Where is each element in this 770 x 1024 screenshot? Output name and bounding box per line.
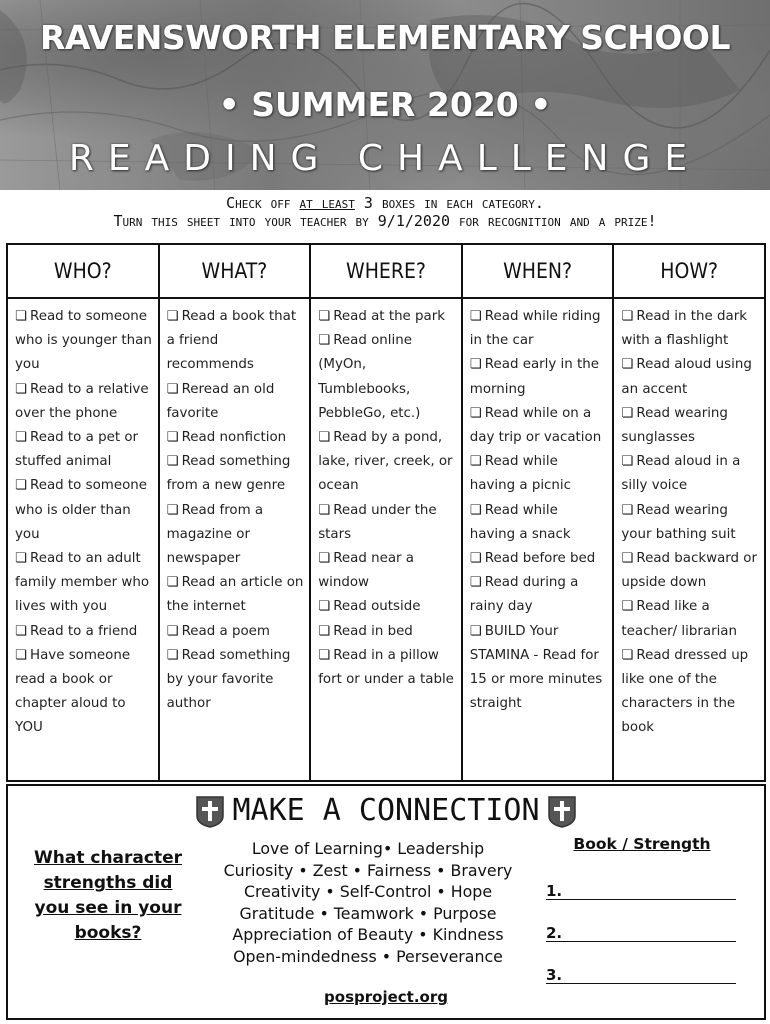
challenge-item-text: Read at the park [333,309,446,324]
instruction-line-1 [0,194,770,212]
challenge-item[interactable] [470,571,608,619]
challenge-item[interactable] [318,620,456,644]
challenge-item-text: Read to someone who is younger than you [15,309,152,373]
challenge-item[interactable] [167,426,305,450]
challenge-item[interactable] [318,547,456,595]
challenge-item-text: Read to someone who is older than you [15,478,147,542]
challenge-item-text: Read under the stars [318,502,437,542]
checkbox-icon[interactable]: ❏ [15,478,28,494]
school-name: RAVENSWORTH ELEMENTARY SCHOOL [39,18,730,57]
challenge-item-text: Read near a window [318,551,415,591]
checkbox-icon[interactable]: ❏ [469,551,482,567]
challenge-item-text: Read an article on the internet [166,575,304,615]
checkbox-icon[interactable]: ❏ [15,551,28,567]
checkbox-icon[interactable]: ❏ [469,575,482,591]
strength-line: Open-mindedness • Perseverance [233,946,503,966]
category-items [8,299,158,741]
challenge-item-text: Read while riding in the car [469,309,601,349]
pos-badge-icon [194,794,226,828]
challenge-item[interactable] [621,595,759,643]
challenge-item-text: Read wearing sunglasses [621,405,728,446]
connection-title: MAKE A CONNECTION [232,793,540,828]
checkbox-icon[interactable]: ❏ [166,381,179,397]
category-items [614,299,764,741]
checkbox-icon[interactable]: ❏ [318,502,331,518]
checkbox-icon[interactable]: ❏ [166,430,179,446]
category-heading: WHAT? [160,245,310,299]
challenge-item-text: Read a book that a friend recommends [166,309,297,373]
challenge-item[interactable] [621,305,759,353]
checkbox-icon[interactable]: ❏ [621,647,634,663]
challenge-item[interactable] [167,620,305,644]
challenge-item[interactable] [15,547,153,620]
character-question: What character strengths did you see in your books? [34,848,182,943]
checkbox-icon[interactable]: ❏ [318,430,331,446]
challenge-item-text: Read wearing your bathing suit [621,502,736,542]
challenge-item[interactable] [621,402,759,450]
checkbox-icon[interactable]: ❏ [621,405,634,421]
category-column [8,245,160,780]
challenge-item-text: Read to a pet or stuffed animal [15,430,139,470]
category-items [311,299,461,692]
checkbox-icon[interactable]: ❏ [318,551,331,567]
challenge-item-text: Read to an adult family member who lives with you [15,551,150,615]
challenge-item[interactable] [15,378,153,426]
checkbox-icon[interactable]: ❏ [15,309,28,324]
strengths-list [208,838,528,968]
instruction-prefix: Check off [226,194,300,212]
category-heading: WHO? [8,245,158,299]
website-link[interactable]: posproject.org [324,988,448,1006]
checkbox-icon[interactable]: ❏ [166,454,179,470]
challenge-item-text: Read something by your favorite author [166,647,291,712]
challenge-item-text: Read a poem [181,623,270,639]
season-title: • SUMMER 2020 • [218,85,552,124]
challenge-item-text: Read online (MyOn, Tumblebooks, PebbleGo, etc.) [318,333,421,421]
challenge-item[interactable] [318,499,456,547]
challenge-item[interactable] [470,499,608,547]
instruction-suffix: 3 boxes in each category. [354,194,544,212]
challenge-item-text: Read while having a snack [469,502,571,542]
book-line-2[interactable]: 2. [546,924,736,942]
challenge-item-text: BUILD Your STAMINA - Read for 15 or more minutes straight [469,623,603,712]
challenge-item-text: Read early in the morning [469,357,599,397]
category-heading: WHEN? [463,245,613,299]
strength-line: Creativity • Self-Control • Hope [243,882,493,902]
challenge-item[interactable] [470,353,608,401]
challenge-item-text: Read to a relative over the phone [15,381,149,421]
checkbox-icon[interactable]: ❏ [469,309,482,324]
challenge-item-text: Read during a rainy day [469,575,579,615]
challenge-item[interactable] [318,329,456,426]
challenge-item-text: Read something from a new genre [166,454,291,494]
challenge-item[interactable] [167,499,305,572]
challenge-item-text: Read aloud using an accent [621,357,752,397]
checkbox-icon[interactable]: ❏ [621,502,634,518]
checkbox-icon[interactable]: ❏ [469,502,482,518]
challenge-item[interactable] [621,450,759,498]
challenge-item[interactable] [318,305,456,329]
checkbox-icon[interactable]: ❏ [621,551,634,567]
challenge-item-text: Read while having a picnic [469,454,571,494]
checkbox-icon[interactable]: ❏ [166,623,179,639]
checkbox-icon[interactable]: ❏ [166,309,179,324]
checkbox-icon[interactable]: ❏ [318,623,331,639]
checkbox-icon[interactable]: ❏ [621,454,634,470]
book-line-3[interactable]: 3. [546,966,736,984]
challenge-item-text: Read nonfiction [181,430,287,446]
checkbox-icon[interactable]: ❏ [621,599,634,615]
challenge-item-text: Read in the dark with a flashlight [621,309,747,349]
instruction-line-2: Turn this sheet into your teacher by 9/1/2020 for recognition and a prize! [113,212,657,230]
challenge-item[interactable] [15,305,153,378]
challenge-item[interactable] [318,426,456,499]
challenge-item[interactable] [470,620,608,717]
challenge-item-text: Read backward or upside down [621,551,757,591]
challenge-item[interactable] [318,644,456,692]
checkbox-icon[interactable]: ❏ [318,333,331,349]
challenge-item[interactable] [15,620,153,644]
checkbox-icon[interactable]: ❏ [15,381,28,397]
checkbox-icon[interactable]: ❏ [469,623,482,639]
challenge-item-text: Read to a friend [30,623,138,639]
book-line-1[interactable]: 1. [546,882,736,900]
challenge-item-text: Read aloud in a silly voice [621,454,741,494]
checkbox-icon[interactable]: ❏ [469,454,482,470]
category-items [160,299,310,716]
category-heading: HOW? [614,245,764,299]
challenge-item[interactable] [621,499,759,547]
challenge-title: READING CHALLENGE [68,138,702,179]
challenge-item[interactable] [470,402,608,450]
challenge-item-text: Read in bed [333,623,413,639]
connection-title-row [8,792,764,828]
challenge-item-text: Read while on a day trip or vacation [469,405,602,446]
challenge-item-text: Read before bed [484,551,596,567]
challenge-item[interactable] [15,644,153,741]
strength-line: Appreciation of Beauty • Kindness [232,925,504,945]
challenge-item-text: Read dressed up like one of the characters in the book [621,647,749,736]
challenge-item-text: Read from a magazine or newspaper [166,502,264,567]
checkbox-icon[interactable]: ❏ [166,502,179,518]
challenge-item[interactable] [470,450,608,498]
pos-badge-icon [546,794,578,828]
book-strength-heading: Book / Strength [573,835,711,853]
checkbox-icon[interactable]: ❏ [15,623,28,639]
challenge-item[interactable] [621,644,759,741]
connection-section [6,784,766,1020]
challenge-item[interactable] [470,547,608,571]
category-column [463,245,615,780]
challenge-item-text: Read in a pillow fort or under a table [318,647,454,688]
challenge-item-text: Read by a pond, lake, river, creek, or ocean [318,430,453,494]
challenge-item-text: Read outside [333,599,421,615]
strength-line: Gratitude • Teamwork • Purpose [239,903,497,923]
challenge-item[interactable] [621,353,759,401]
category-heading: WHERE? [311,245,461,299]
challenge-item[interactable] [470,305,608,353]
challenge-item[interactable] [15,474,153,547]
challenge-item[interactable] [167,378,305,426]
challenge-item-text: Have someone read a book or chapter aloud to YOU [15,647,131,736]
challenge-item[interactable] [15,426,153,474]
challenge-item-text: Reread an old favorite [166,381,275,421]
checkbox-icon[interactable]: ❏ [166,575,179,591]
checkbox-icon[interactable]: ❏ [469,357,482,373]
challenge-item[interactable] [167,305,305,378]
category-column [614,245,764,780]
challenge-item[interactable] [167,450,305,498]
category-column [311,245,463,780]
checkbox-icon[interactable]: ❏ [621,357,634,373]
checkbox-icon[interactable]: ❏ [318,599,331,615]
category-items [463,299,613,716]
strength-line: Love of Learning• Leadership [251,839,485,858]
challenge-grid [6,243,766,782]
checkbox-icon[interactable]: ❏ [469,405,482,421]
checkbox-icon[interactable]: ❏ [15,430,28,446]
challenge-item[interactable] [167,571,305,619]
checkbox-icon[interactable]: ❏ [166,647,179,663]
checkbox-icon[interactable]: ❏ [15,647,28,663]
checkbox-icon[interactable]: ❏ [318,309,331,324]
challenge-item[interactable] [318,595,456,619]
instruction-emphasis: at least [299,194,355,212]
strength-line: Curiosity • Zest • Fairness • Bravery [223,860,513,880]
challenge-item[interactable] [167,644,305,717]
checkbox-icon[interactable]: ❏ [318,647,331,663]
category-column [160,245,312,780]
header-banner [0,0,770,190]
checkbox-icon[interactable]: ❏ [621,309,634,324]
challenge-item-text: Read like a teacher/ librarian [621,599,737,639]
challenge-item[interactable] [621,547,759,595]
